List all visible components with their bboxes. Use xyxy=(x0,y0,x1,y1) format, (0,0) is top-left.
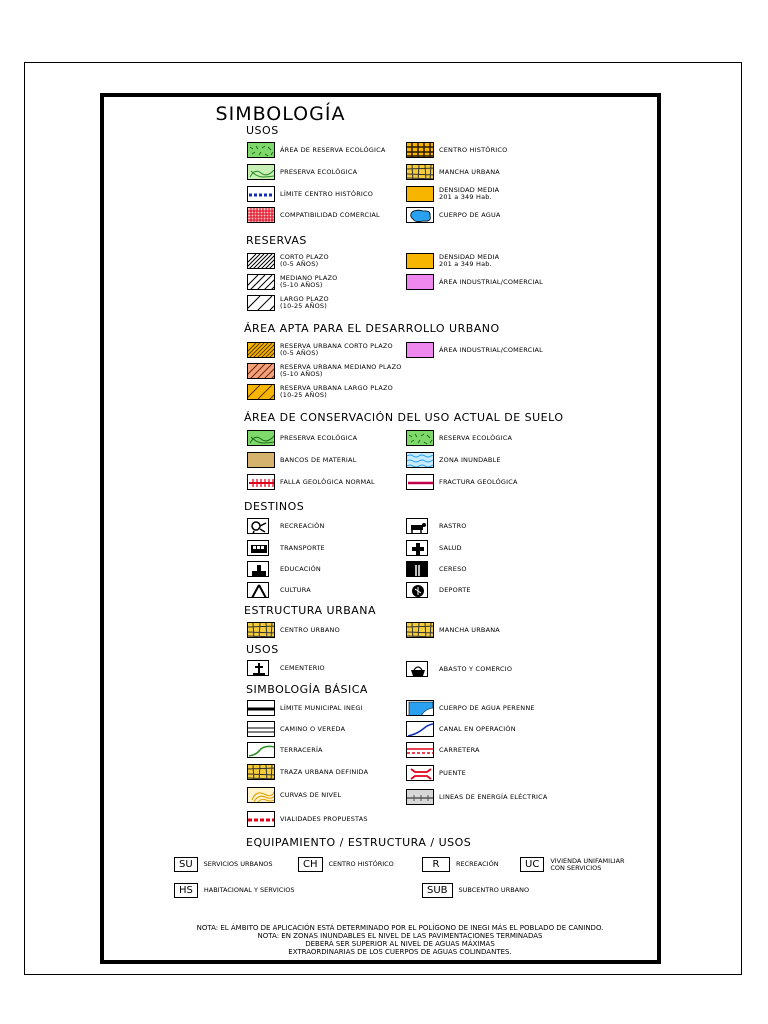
tan-swatch-icon xyxy=(247,452,275,468)
item-label: DEPORTE xyxy=(439,585,471,594)
item-label: MANCHA URBANA xyxy=(439,167,500,176)
legend-item xyxy=(406,451,501,469)
item-label: PRESERVA ECOLÓGICA xyxy=(280,167,358,176)
transport-icon xyxy=(247,540,269,556)
legend-item xyxy=(406,621,500,639)
highway-line-icon xyxy=(406,742,434,758)
item-label: ZONA INUNDABLE xyxy=(439,455,501,464)
legend-item xyxy=(406,252,499,270)
legend-item xyxy=(406,539,462,557)
code-item xyxy=(422,883,529,898)
legend-item xyxy=(247,429,357,447)
red-grid-swatch-icon xyxy=(247,207,275,223)
legend-item xyxy=(406,788,548,806)
power-lines-icon xyxy=(406,789,434,805)
item-label: TRANSPORTE xyxy=(280,543,325,552)
item-label: BANCOS DE MATERIAL xyxy=(280,455,357,464)
water-body-swatch-icon xyxy=(406,207,434,223)
legend-item xyxy=(247,294,329,312)
item-label: FRACTURA GEOLÓGICA xyxy=(439,477,518,486)
item-label: LINEAS DE ENERGÍA ELÉCTRICA xyxy=(439,792,548,801)
legend-item xyxy=(406,185,499,203)
item-label: CARRETERA xyxy=(439,745,480,754)
code-item xyxy=(422,857,499,872)
legend-item xyxy=(247,539,325,557)
item-label: RESERVA URBANA MEDIANO PLAZO (5-10 AÑOS) xyxy=(280,363,402,378)
code-label: SERVICIOS URBANOS xyxy=(203,860,273,868)
item-label: CULTURA xyxy=(280,585,311,594)
item-label: CEMENTERIO xyxy=(280,663,325,672)
section-conservacion: ÁREA DE CONSERVACIÓN DEL USO ACTUAL DE SUELO xyxy=(244,411,564,424)
legend-item xyxy=(247,252,329,270)
item-label: CENTRO URBANO xyxy=(280,625,340,634)
prison-icon xyxy=(406,561,428,577)
item-label: ABASTO Y COMERCIO xyxy=(439,664,513,673)
code-item xyxy=(174,857,272,872)
slaughterhouse-icon xyxy=(406,518,428,534)
green-hatch-swatch-icon xyxy=(406,430,434,446)
legend-item xyxy=(406,273,543,291)
green-outline-swatch-icon xyxy=(247,164,275,180)
item-label: TERRACERÍA xyxy=(280,745,323,754)
item-label: CURVAS DE NIVEL xyxy=(280,790,342,799)
blue-dashed-line-icon xyxy=(247,186,275,202)
urban-sprawl-swatch-icon xyxy=(406,164,434,180)
perennial-water-icon xyxy=(406,700,434,716)
legend-item xyxy=(406,581,471,599)
item-label: CAMINO O VEREDA xyxy=(280,724,346,733)
dense-hatch-swatch-icon xyxy=(247,253,275,269)
section-destinos: DESTINOS xyxy=(244,500,305,513)
item-label: LÍMITE MUNICIPAL INEGI xyxy=(280,703,363,712)
item-label: RASTRO xyxy=(439,521,467,530)
orange-swatch-icon xyxy=(406,186,434,202)
item-label: DENSIDAD MEDIA 201 a 349 Hab. xyxy=(439,253,500,268)
salmon-hatch-swatch-icon xyxy=(247,363,275,379)
code-box: R xyxy=(422,857,450,872)
legend-item xyxy=(247,517,325,535)
legend-item xyxy=(406,341,543,359)
item-label: CORTO PLAZO (0-5 AÑOS) xyxy=(280,253,329,268)
legend-item xyxy=(247,273,337,291)
item-label: RESERVA URBANA LARGO PLAZO (10-25 AÑOS) xyxy=(280,384,393,399)
legend-item xyxy=(247,141,386,159)
code-label: RECREACIÓN xyxy=(456,860,499,868)
proposed-roads-line-icon xyxy=(247,811,275,827)
item-label: CENTRO HISTÓRICO xyxy=(439,145,508,154)
fracture-line-icon xyxy=(406,474,434,490)
code-label: SUBCENTRO URBANO xyxy=(458,886,530,894)
code-item xyxy=(520,857,625,872)
legend-item xyxy=(247,383,393,401)
code-label: CENTRO HISTÓRICO xyxy=(328,860,394,868)
legend-item xyxy=(247,206,380,224)
cemetery-icon xyxy=(247,660,269,676)
item-label: CUERPO DE AGUA xyxy=(439,210,501,219)
code-label: VIVIENDA UNIFAMILIAR CON SERVICIOS xyxy=(550,856,625,872)
code-box: UC xyxy=(520,857,544,872)
code-item xyxy=(174,883,294,898)
legend-frame xyxy=(100,93,661,964)
contour-lines-icon xyxy=(247,787,275,803)
legend-item xyxy=(406,429,512,447)
health-cross-icon xyxy=(406,540,428,556)
item-label: SALUD xyxy=(439,543,462,552)
code-box: CH xyxy=(298,857,323,872)
legend-item xyxy=(406,660,512,678)
sports-ball-icon xyxy=(406,582,428,598)
legend-item xyxy=(406,141,507,159)
orange-sparse-hatch-swatch-icon xyxy=(247,384,275,400)
sparse-hatch-swatch-icon xyxy=(247,295,275,311)
legend-item xyxy=(406,741,480,759)
item-label: ÁREA INDUSTRIAL/COMERCIAL xyxy=(439,277,543,286)
historic-center-swatch-icon xyxy=(406,142,434,158)
item-label: VIALIDADES PROPUESTAS xyxy=(280,814,368,823)
municipal-limit-line-icon xyxy=(247,700,275,716)
item-label: TRAZA URBANA DEFINIDA xyxy=(280,767,369,776)
basket-icon xyxy=(406,661,428,677)
magenta-swatch-icon xyxy=(406,342,434,358)
magenta-swatch-icon xyxy=(406,274,434,290)
item-label: RESERVA ECOLÓGICA xyxy=(439,433,513,442)
flood-zone-swatch-icon xyxy=(406,452,434,468)
legend-title: SIMBOLOGÍA xyxy=(215,103,346,125)
legend-item xyxy=(406,699,535,717)
green-outline-swatch-icon xyxy=(247,430,275,446)
item-label: FALLA GEOLÓGICA NORMAL xyxy=(280,477,375,486)
legend-item xyxy=(247,810,368,828)
item-label: ÁREA INDUSTRIAL/COMERCIAL xyxy=(439,345,543,354)
legend-item xyxy=(247,362,402,380)
legend-item xyxy=(247,185,373,203)
legend-item xyxy=(247,699,363,717)
item-label: CUERPO DE AGUA PERENNE xyxy=(439,703,535,712)
item-label: PRESERVA ECOLÓGICA xyxy=(280,433,358,442)
orange-dense-hatch-swatch-icon xyxy=(247,342,275,358)
section-usos-2: USOS xyxy=(246,643,279,656)
legend-item xyxy=(247,581,311,599)
fault-line-icon xyxy=(247,474,275,490)
code-item xyxy=(298,857,394,872)
code-box: SUB xyxy=(422,883,453,898)
dirt-road-line-icon xyxy=(247,742,275,758)
legend-item xyxy=(247,741,323,759)
orange-swatch-icon xyxy=(406,253,434,269)
item-label: RESERVA URBANA CORTO PLAZO (0-5 AÑOS) xyxy=(280,342,393,357)
footnote: NOTA: EL ÁMBITO DE APLICACIÓN ESTÁ DETERMINADO POR EL POLÍGONO DE INEGI MÁS EL POBLADO DE CANINDO. NOTA: EN ZONAS INUNDABLES EL NIVEL DE LAS PAVIMENTACIONES TERMINADAS DEBERÁ SER SUPERIOR AL NIVEL DE AGUAS MÁXIMAS EXTRAORDINARIAS DE LOS CUERPOS DE AGUAS COLINDANTES. xyxy=(196,924,604,956)
code-box: SU xyxy=(174,857,198,872)
section-area-apta: ÁREA APTA PARA EL DESARROLLO URBANO xyxy=(244,322,500,335)
item-label: DENSIDAD MEDIA 201 a 349 Hab. xyxy=(439,186,500,201)
legend-item xyxy=(406,473,518,491)
item-label: CANAL EN OPERACIÓN xyxy=(439,724,516,733)
item-label: MEDIANO PLAZO (5-10 AÑOS) xyxy=(280,274,338,289)
canal-line-icon xyxy=(406,721,434,737)
legend-item xyxy=(247,473,375,491)
legend-item xyxy=(406,764,466,782)
legend-item xyxy=(247,786,341,804)
trail-line-icon xyxy=(247,721,275,737)
item-label: COMPATIBILIDAD COMERCIAL xyxy=(280,210,380,219)
code-box: HS xyxy=(174,883,198,898)
urban-sprawl-swatch-icon xyxy=(406,622,434,638)
green-hatch-swatch-icon xyxy=(247,142,275,158)
item-label: EDUCACIÓN xyxy=(280,564,321,573)
legend-item xyxy=(247,560,321,578)
recreation-icon xyxy=(247,518,269,534)
item-label: ÁREA DE RESERVA ECOLÓGICA xyxy=(280,145,386,154)
item-label: RECREACIÓN xyxy=(280,521,325,530)
item-label: LARGO PLAZO (10-25 AÑOS) xyxy=(280,295,329,310)
section-reservas: RESERVAS xyxy=(246,234,307,247)
legend-item xyxy=(406,517,467,535)
legend-item xyxy=(247,659,325,677)
section-basica: SIMBOLOGÍA BÁSICA xyxy=(246,683,368,696)
bridge-icon xyxy=(406,765,434,781)
culture-icon xyxy=(247,582,269,598)
legend-item xyxy=(247,163,357,181)
section-usos: USOS xyxy=(246,124,279,137)
legend-item xyxy=(406,560,467,578)
legend-item xyxy=(406,163,500,181)
legend-item xyxy=(247,720,345,738)
item-label: PUENTE xyxy=(439,768,466,777)
item-label: LÍMITE CENTRO HISTÓRICO xyxy=(280,189,374,198)
section-equipamiento: EQUIPAMIENTO / ESTRUCTURA / USOS xyxy=(246,836,472,849)
section-estructura: ESTRUCTURA URBANA xyxy=(244,604,377,617)
urban-center-swatch-icon xyxy=(247,622,275,638)
legend-item xyxy=(247,763,368,781)
legend-item xyxy=(247,341,393,359)
item-label: MANCHA URBANA xyxy=(439,625,500,634)
education-icon xyxy=(247,561,269,577)
medium-hatch-swatch-icon xyxy=(247,274,275,290)
legend-item xyxy=(247,621,340,639)
legend-item xyxy=(406,720,516,738)
item-label: CERESO xyxy=(439,564,467,573)
legend-item xyxy=(406,206,501,224)
legend-item xyxy=(247,451,357,469)
code-label: HABITACIONAL Y SERVICIOS xyxy=(203,886,295,894)
urban-trace-swatch-icon xyxy=(247,764,275,780)
